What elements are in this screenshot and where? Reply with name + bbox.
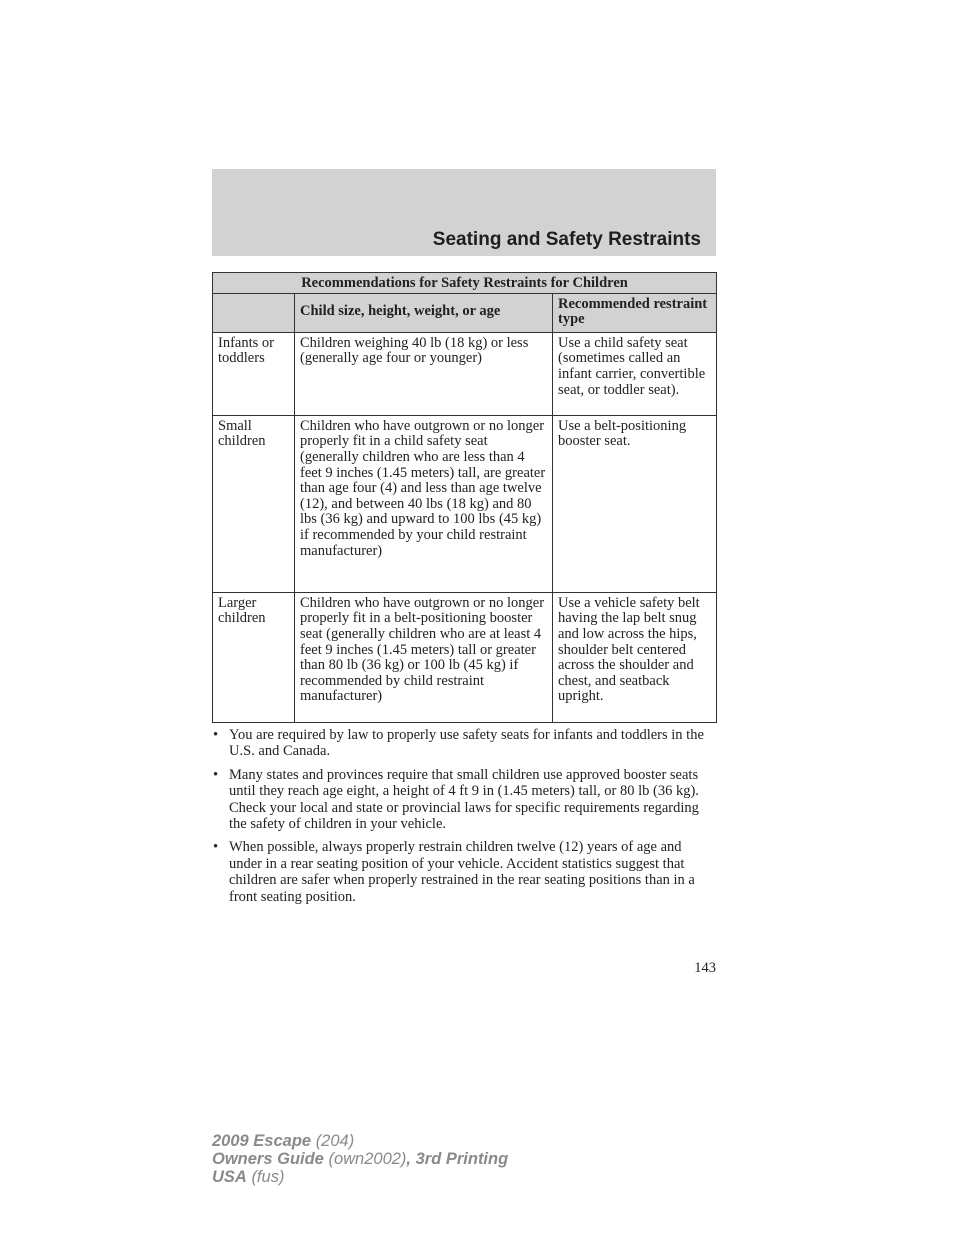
child-restraint-table (212, 272, 717, 723)
column-header-category (213, 293, 295, 332)
table-cell-restraint: Use a belt-positioning booster seat. (553, 415, 717, 592)
footer-guide-code: (own2002) (328, 1150, 407, 1168)
table-cell-restraint: Use a child safety seat (sometimes called an infant carrier, convertible seat, or toddler seat). (553, 332, 717, 415)
section-title: Seating and Safety Restraints (432, 229, 701, 250)
table-cell-category: Infants or toddlers (213, 332, 295, 415)
footer-line-guide (212, 1150, 508, 1168)
list-item (212, 767, 716, 833)
list-item (212, 727, 716, 760)
table-cell-child-size: Children who have outgrown or no longer properly fit in a child safety seat (generally children who are less than 4 feet 9 inches (1.45 meters) tall, are greater than age four (4) and less than age twelve (12), and between 40 lbs (18 kg) and 80 lbs (36 kg) and upward to 100 lbs (45 kg) if recommended by your child restraint manufacturer) (295, 415, 553, 592)
footer-model-code: (204) (315, 1132, 355, 1150)
page-number: 143 (694, 960, 716, 976)
table-header-row (213, 293, 717, 332)
bullet-icon: • (213, 727, 219, 743)
table-cell-child-size: Children weighing 40 lb (18 kg) or less (generally age four or younger) (295, 332, 553, 415)
list-item (212, 839, 716, 905)
table-cell-restraint: Use a vehicle safety belt having the lap belt snug and low across the hips, shoulder belt centered across the shoulder and chest, and seatback upright. (553, 592, 717, 722)
table-row (213, 415, 717, 592)
footer-line-market (212, 1168, 508, 1186)
table-cell-child-size: Children who have outgrown or no longer properly fit in a belt-positioning booster seat (generally children who are at least 4 feet 9 inches (1.45 meters) tall or greater than 80 lb (36 kg) or 100 lb (45 kg) if recommended by child restraint manufacturer) (295, 592, 553, 722)
footer-guide: Owners Guide (212, 1150, 324, 1168)
footer-model: 2009 Escape (212, 1132, 312, 1150)
table-row (213, 332, 717, 415)
footer-printing: , 3rd Printing (406, 1150, 509, 1168)
footer-market-code: (fus) (251, 1168, 285, 1186)
table-cell-category: Small children (213, 415, 295, 592)
bullet-list (212, 727, 716, 912)
column-header-restraint-type: Recommended restraint type (553, 293, 717, 332)
footer-market: USA (212, 1168, 247, 1186)
bullet-text: Many states and provinces require that small children use approved booster seats until they reach age eight, a height of 4 ft 9 in (1.45 meters) tall, or 80 lb (36 kg). Check your local and state or provincial laws for specific requirements regarding the safety of children in your vehicle. (229, 766, 699, 833)
document-footer (212, 1132, 508, 1186)
bullet-text: When possible, always properly restrain children twelve (12) years of age and under in a rear seating position of your vehicle. Accident statistics suggest that children are safer when properly restrained in the rear seating positions than in a front seating position. (229, 839, 695, 905)
table-cell-category: Larger children (213, 592, 295, 722)
footer-line-model (212, 1132, 508, 1150)
table-caption-row (213, 273, 717, 294)
bullet-text: You are required by law to properly use safety seats for infants and toddlers in the U.S. and Canada. (229, 727, 704, 760)
bullet-icon: • (213, 766, 219, 783)
table-caption: Recommendations for Safety Restraints for Children (213, 273, 717, 294)
section-header-band (212, 169, 716, 256)
bullet-icon: • (213, 839, 219, 856)
column-header-child-size: Child size, height, weight, or age (295, 293, 553, 332)
table-row (213, 592, 717, 722)
